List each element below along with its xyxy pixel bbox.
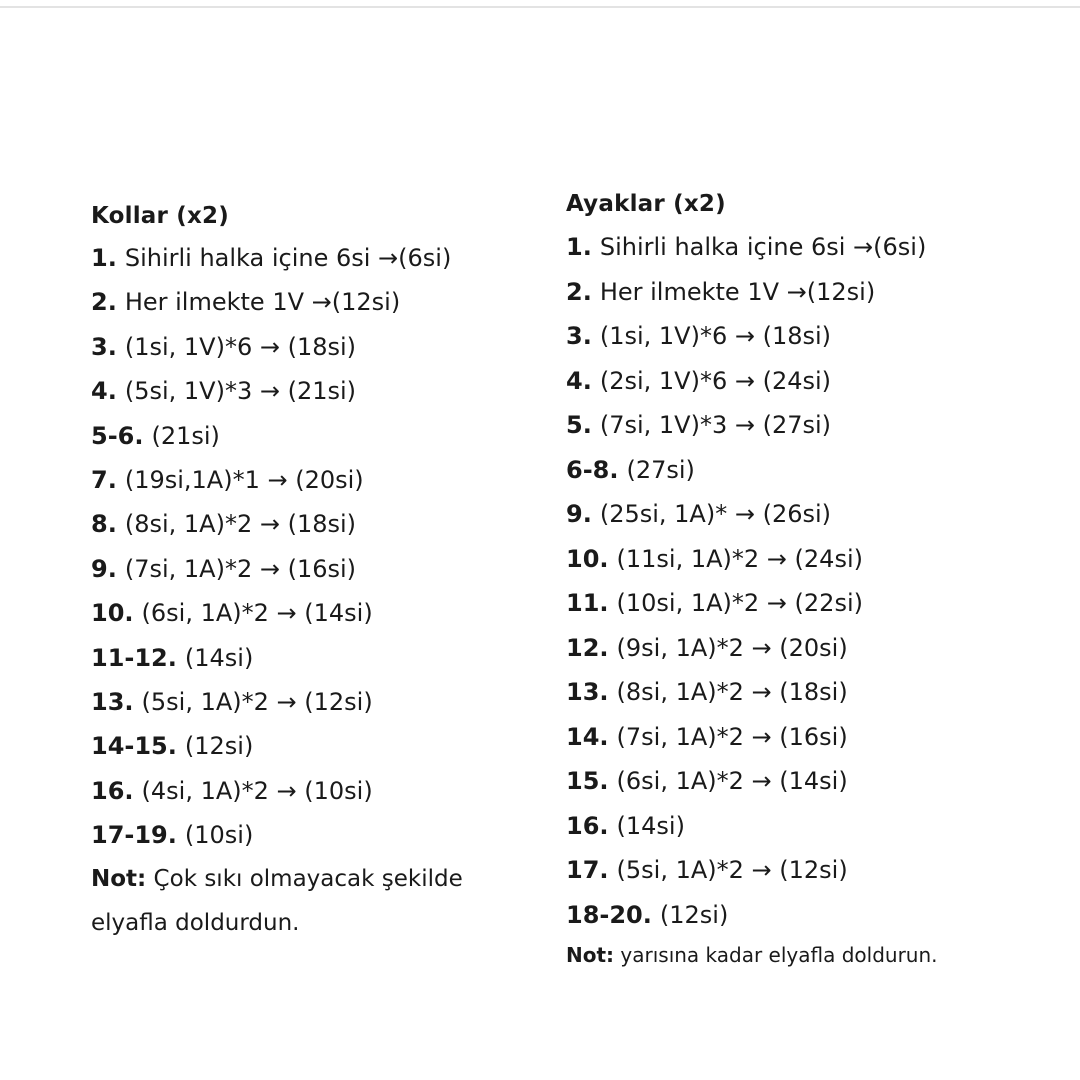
legs-step <box>566 804 1066 849</box>
step-number: 17-19. <box>91 821 177 850</box>
step-text: (1si, 1V)*6 → (18si) <box>124 332 357 361</box>
legs-title: Ayaklar (x2) <box>566 191 726 217</box>
step-text: Her ilmekte 1V →(12si) <box>124 288 401 317</box>
step-text: (12si) <box>184 732 254 761</box>
arms-steps-list <box>91 236 531 857</box>
step-text: (19si,1A)*1 → (20si) <box>124 465 364 494</box>
arms-step <box>91 813 531 857</box>
arms-step <box>91 724 531 768</box>
step-text: (14si) <box>184 643 254 672</box>
arms-step <box>91 680 531 724</box>
note-text: Çok sıkı olmayacak şekilde elyafla doldurdun. <box>91 866 463 937</box>
step-number: 11. <box>566 589 609 617</box>
step-number: 6-8. <box>566 455 619 484</box>
step-number: 16. <box>566 811 609 840</box>
step-number: 15. <box>566 767 609 795</box>
step-text: (5si, 1A)*2 → (12si) <box>141 687 373 716</box>
step-text: (7si, 1A)*2 → (16si) <box>616 722 848 751</box>
arms-step <box>91 280 531 324</box>
step-number: 3. <box>91 332 117 361</box>
arms-step <box>91 414 531 458</box>
legs-step <box>566 270 1066 315</box>
step-text: Her ilmekte 1V →(12si) <box>599 277 876 306</box>
step-text: (14si) <box>616 811 685 840</box>
step-number: 1. <box>566 233 592 261</box>
legs-step <box>566 403 1066 448</box>
step-text: (9si, 1A)*2 → (20si) <box>616 633 848 662</box>
legs-step <box>566 581 1066 626</box>
arms-step <box>91 236 531 280</box>
legs-step <box>566 893 1066 938</box>
step-text: (10si) <box>184 821 254 850</box>
note-label: Not: <box>566 943 615 967</box>
step-text: (2si, 1V)*6 → (24si) <box>599 366 832 395</box>
step-number: 4. <box>566 366 592 395</box>
step-number: 16. <box>91 776 134 805</box>
step-text: (5si, 1A)*2 → (12si) <box>616 856 848 884</box>
step-number: 2. <box>91 288 117 317</box>
step-text: (10si, 1A)*2 → (22si) <box>616 589 863 617</box>
legs-step <box>566 314 1066 359</box>
note-text: yarısına kadar elyafla doldurun. <box>614 943 938 967</box>
arms-step <box>91 502 531 546</box>
step-number: 10. <box>91 599 134 628</box>
step-text: (6si, 1A)*2 → (14si) <box>141 599 373 628</box>
step-text: (8si, 1A)*2 → (18si) <box>616 678 848 706</box>
arms-step <box>91 325 531 369</box>
step-text: (7si, 1A)*2 → (16si) <box>124 554 357 583</box>
step-number: 18-20. <box>566 900 652 929</box>
step-number: 14-15. <box>91 732 177 761</box>
step-number: 13. <box>91 687 134 716</box>
arms-step <box>91 547 531 591</box>
arms-step <box>91 769 531 813</box>
legs-step <box>566 225 1066 270</box>
step-number: 3. <box>566 322 592 350</box>
step-text: (21si) <box>151 421 220 450</box>
legs-step <box>566 537 1066 582</box>
step-number: 14. <box>566 722 609 751</box>
step-number: 7. <box>91 465 117 494</box>
arms-step <box>91 458 531 502</box>
arms-title: Kollar (x2) <box>91 203 229 229</box>
legs-step <box>566 626 1066 671</box>
arms-step <box>91 369 531 413</box>
step-text: (12si) <box>659 900 729 929</box>
step-number: 13. <box>566 678 609 706</box>
legs-step <box>566 670 1066 715</box>
legs-section <box>566 184 1066 973</box>
step-number: 2. <box>566 277 592 306</box>
step-number: 9. <box>91 554 117 583</box>
step-number: 9. <box>566 500 592 528</box>
top-divider <box>0 6 1080 8</box>
step-text: (4si, 1A)*2 → (10si) <box>141 776 373 805</box>
legs-step <box>566 359 1066 404</box>
legs-step <box>566 848 1066 893</box>
arms-section <box>91 196 531 945</box>
arms-step <box>91 591 531 635</box>
step-text: (7si, 1V)*3 → (27si) <box>599 411 832 439</box>
legs-step <box>566 492 1066 537</box>
arms-step <box>91 636 531 680</box>
legs-step <box>566 448 1066 493</box>
step-number: 11-12. <box>91 643 177 672</box>
step-number: 17. <box>566 856 609 884</box>
legs-step <box>566 715 1066 760</box>
arms-note <box>91 857 531 945</box>
step-number: 1. <box>91 244 117 272</box>
legs-steps-list <box>566 225 1066 937</box>
step-text: (25si, 1A)* → (26si) <box>599 500 832 528</box>
step-text: (1si, 1V)*6 → (18si) <box>599 322 832 350</box>
step-text: (8si, 1A)*2 → (18si) <box>124 510 357 539</box>
step-text: (5si, 1V)*3 → (21si) <box>124 377 357 406</box>
step-number: 5. <box>566 411 592 439</box>
step-number: 10. <box>566 544 609 573</box>
step-text: (27si) <box>626 455 695 484</box>
step-text: Sihirli halka içine 6si →(6si) <box>124 244 452 272</box>
step-number: 12. <box>566 633 609 662</box>
step-number: 4. <box>91 377 117 406</box>
note-label: Not: <box>91 866 147 893</box>
step-number: 5-6. <box>91 421 144 450</box>
legs-step <box>566 759 1066 804</box>
legs-note <box>566 937 1066 973</box>
step-text: (6si, 1A)*2 → (14si) <box>616 767 848 795</box>
step-text: (11si, 1A)*2 → (24si) <box>616 544 863 573</box>
step-text: Sihirli halka içine 6si →(6si) <box>599 233 927 261</box>
step-number: 8. <box>91 510 117 539</box>
